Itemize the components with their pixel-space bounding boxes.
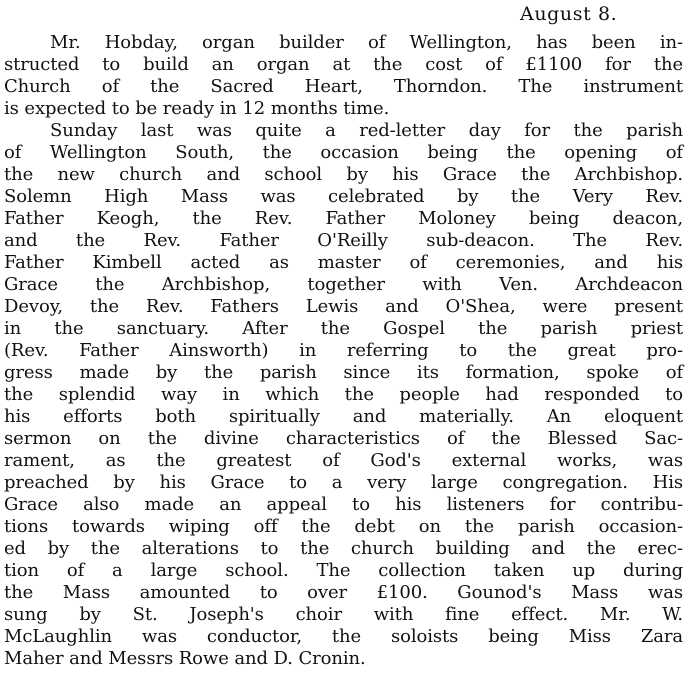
paragraph-2-line: Devoy, the Rev. Fathers Lewis and O'Shea, were present: [4, 296, 683, 317]
dateline: August 8.: [520, 3, 618, 25]
paragraph-2-line: sung by St. Joseph's choir with fine effect. Mr. W.: [4, 604, 683, 625]
paragraph-2-line: Sunday last was quite a red-letter day for the parish: [50, 120, 683, 141]
paragraph-2-line: sermon on the divine characteristics of the Blessed Sac-: [4, 428, 683, 449]
paragraph-2-line: preached by his Grace to a very large congregation. His: [4, 472, 683, 493]
paragraph-2-line: Solemn High Mass was celebrated by the Very Rev.: [4, 186, 683, 207]
paragraph-1-line: Mr. Hobday, organ builder of Wellington, has been in-: [50, 32, 683, 53]
paragraph-2-line: Grace the Archbishop, together with Ven. Archdeacon: [4, 274, 683, 295]
paragraph-2-line: tions towards wiping off the debt on the parish occasion-: [4, 516, 683, 537]
paragraph-2-line: the new church and school by his Grace the Archbishop.: [4, 164, 683, 185]
paragraph-2-line: tion of a large school. The collection taken up during: [4, 560, 683, 581]
paragraph-2-line: and the Rev. Father O'Reilly sub-deacon. The Rev.: [4, 230, 683, 251]
paragraph-1-line: structed to build an organ at the cost of £1100 for the: [4, 54, 683, 75]
paragraph-1-line: is expected to be ready in 12 months time.: [4, 98, 390, 119]
paragraph-2-line: gress made by the parish since its formation, spoke of: [4, 362, 683, 383]
paragraph-2-line: Father Keogh, the Rev. Father Moloney being deacon,: [4, 208, 683, 229]
paragraph-2-line: the splendid way in which the people had responded to: [4, 384, 683, 405]
paragraph-1-line: Church of the Sacred Heart, Thorndon. The instrument: [4, 76, 683, 97]
paragraph-2-line: ed by the alterations to the church building and the erec-: [4, 538, 683, 559]
paragraph-2-line: Maher and Messrs Rowe and D. Cronin.: [4, 648, 366, 669]
paragraph-2-line: rament, as the greatest of God's external works, was: [4, 450, 683, 471]
paragraph-2-line: in the sanctuary. After the Gospel the parish priest: [4, 318, 683, 339]
paragraph-2-line: of Wellington South, the occasion being the opening of: [4, 142, 683, 163]
paragraph-2-line: McLaughlin was conductor, the soloists being Miss Zara: [4, 626, 683, 647]
paragraph-2-line: (Rev. Father Ainsworth) in referring to the great pro-: [4, 340, 683, 361]
paragraph-2-line: Grace also made an appeal to his listeners for contribu-: [4, 494, 683, 515]
paragraph-2-line: the Mass amounted to over £100. Gounod's Mass was: [4, 582, 683, 603]
paragraph-2-line: his efforts both spiritually and materially. An eloquent: [4, 406, 683, 427]
paragraph-2-line: Father Kimbell acted as master of ceremonies, and his: [4, 252, 683, 273]
